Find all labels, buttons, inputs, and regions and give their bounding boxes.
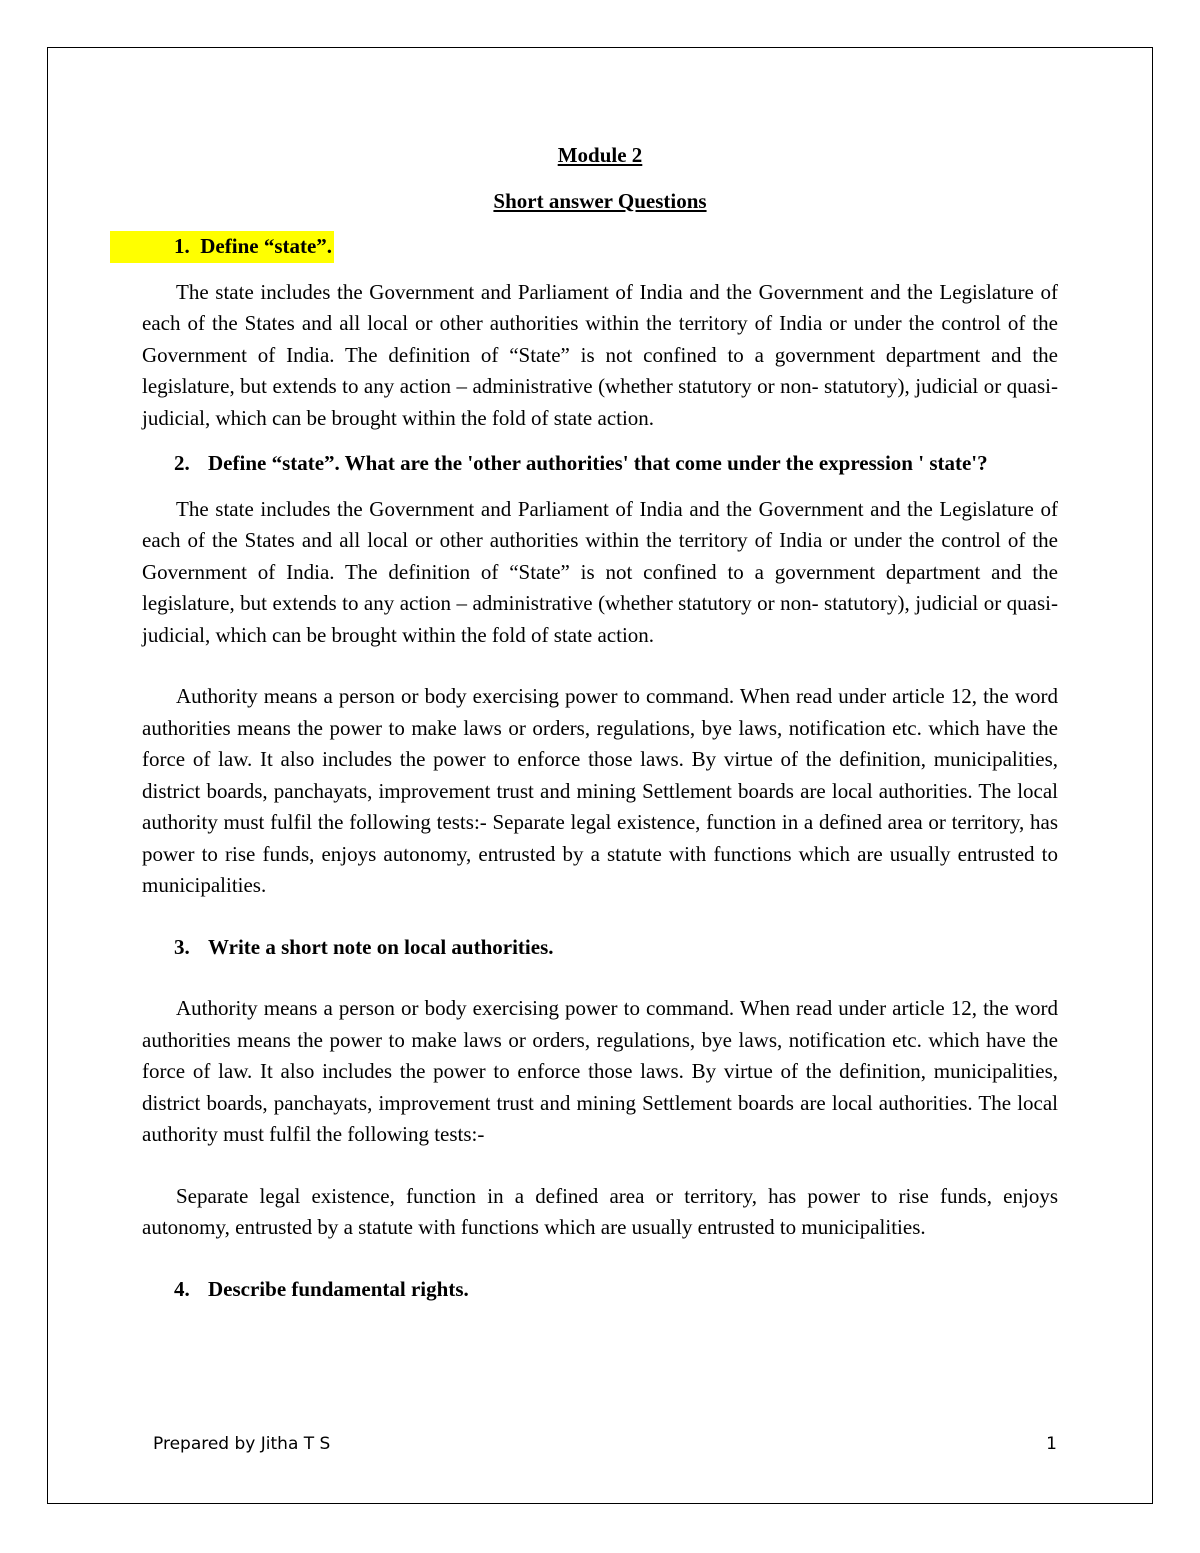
answer-paragraph: Separate legal existence, function in a defined area or territory, has power to rise funds, enjoys autonomy, entrusted by a statute with functions which are usually entrusted to municipalities. bbox=[142, 1183, 1058, 1239]
question-number: 3. bbox=[174, 934, 190, 959]
document-body bbox=[142, 140, 1058, 1305]
question-3 bbox=[142, 932, 1058, 964]
page-number: 1 bbox=[1046, 1434, 1057, 1454]
answer-paragraph: Authority means a person or body exercising power to command. When read under article 12, the word authorities means the power to make laws or orders, regulations, bye laws, notification etc. which have the force of law. It also includes the power to enforce those laws. By virtue of the definition, municipalities, district boards, panchayats, improvement trust and mining Settlement boards are local authorities. The local authority must fulfil the following tests:- bbox=[142, 996, 1058, 1146]
question-text: Define “state”. bbox=[200, 234, 333, 258]
section-title: Short answer Questions bbox=[493, 188, 707, 213]
question-number: 1. bbox=[174, 234, 190, 258]
footer-author: Prepared by Jitha T S bbox=[153, 1434, 331, 1454]
question-4 bbox=[142, 1274, 1058, 1306]
question-number: 4. bbox=[174, 1276, 190, 1301]
question-number: 2. bbox=[174, 451, 190, 475]
question-text: Write a short note on local authorities. bbox=[208, 934, 554, 959]
question-1 bbox=[142, 231, 1058, 263]
answer-paragraph: The state includes the Government and Parliament of India and the Government and the Legislature of each of the States and all local or other authorities within the territory of India or under the control of the Government of India. The definition of “State” is not confined to a government department and the legislature, but extends to any action – administrative (whether statutory or non- statutory), judicial or quasi- judicial, which can be brought within the fold of state action. bbox=[142, 496, 1058, 647]
question-2 bbox=[142, 448, 1058, 480]
question-text: Define “state”. What are the 'other authorities' that come under the expression ' state'? bbox=[208, 451, 988, 475]
answer-paragraph: Authority means a person or body exercising power to command. When read under article 12, the word authorities means the power to make laws or orders, regulations, bye laws, notification etc. which have the force of law. It also includes the power to enforce those laws. By virtue of the definition, municipalities, district boards, panchayats, improvement trust and mining Settlement boards are local authorities. The local authority must fulfil the following tests:- Separate legal existence, function in a defined area or territory, has power to rise funds, enjoys autonomy, entrusted by a statute with functions which are usually entrusted to municipalities. bbox=[142, 684, 1058, 897]
answer-paragraph: The state includes the Government and Parliament of India and the Government and the Legislature of each of the States and all local or other authorities within the territory of India or under the control of the Government of India. The definition of “State” is not confined to a government department and the legislature, but extends to any action – administrative (whether statutory or non- statutory), judicial or quasi- judicial, which can be brought within the fold of state action. bbox=[142, 279, 1058, 430]
question-1-highlight bbox=[110, 231, 334, 263]
module-title: Module 2 bbox=[557, 143, 643, 167]
question-text: Describe fundamental rights. bbox=[208, 1276, 469, 1301]
